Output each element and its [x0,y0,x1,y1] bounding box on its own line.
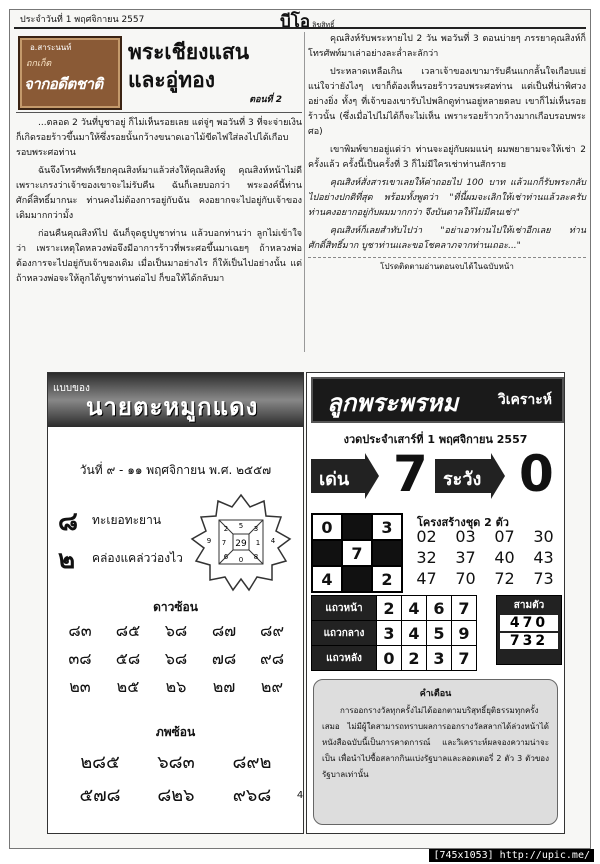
lottery-box-right [306,372,565,834]
pair-number: 43 [533,548,554,567]
pair-number: 72 [494,569,515,588]
caution-arrow [435,459,491,493]
square-cell-black [342,514,372,540]
story-paragraph: คุณสิงห์รับพระหายไป 2 วัน พอวันที่ 3 ตอนบ่ายๆ ภรรยาคุณสิงห์ก็โทรศัพท์มาเล่าอย่างละล่ำละลักว่า [308,34,586,59]
pair-number: 02 [416,527,437,546]
pair-number: 47 [416,569,437,588]
pair-number: 70 [455,569,476,588]
number-cell: ๒๕ [116,677,140,696]
three-digit-heading: สามตัว [513,600,545,611]
wheel-digit: 1 [255,539,261,547]
story-right-column [308,32,586,273]
pair-number: 32 [416,548,437,567]
newspaper-page [9,9,591,849]
story-emblem [18,36,122,110]
pair-number: 30 [533,527,554,546]
pair-number: 07 [494,527,515,546]
lead-number: 7 [393,445,428,503]
emblem-main-text: จากอดีตชาติ [24,75,103,93]
emblem-top-text: ถกเก็ต [26,59,52,69]
rows-table [311,595,477,671]
lottery-box-left [47,372,304,834]
pick2-number: ๒ [58,545,76,575]
square-cell: 4 [312,566,342,592]
row-number: 5 [427,621,452,646]
caution-number: 0 [519,445,554,503]
number-cell: ๘๗ [211,621,237,640]
banner-subtitle: วิเคราะห์ [497,392,552,408]
pairs-heading: โครงสร้างชุด 2 ตัว [417,516,509,529]
pick2-text: คล่องแคล่วว่องไว [92,551,183,565]
stars-heading: ดาวซ้อน [153,600,198,614]
header-rule [14,27,586,29]
banner-small-text: แบบของ [53,383,90,394]
wheel-digit: 2 [223,525,229,533]
table-row [312,621,477,646]
number-cell: ๘๒๖ [157,785,195,806]
story-paragraph: คุณสิงห์ก็เลยสำทับไปว่า "อย่าเอาท่านไปให้เช่าอีกเลย ท่านศักดิ์สิทธิ์มาก บูชาท่านและขอโชคลาภจากท่านเถอะ..." [308,226,586,251]
square-cell: 0 [312,514,342,540]
left-box-banner [48,373,303,427]
number-cell: ๖๘ [164,621,188,640]
story-paragraph: ประหลาดเหลือเกิน เวลาเจ้าของเขามารับคืนแกกลั้นใจเกือบแย่ แน่ใจว่ายังไงๆ เขาก็ต้องเห็นรอยร้าวรอบพระศอท่าน แต่เป็นที่น่าพิศวงอย่างยิ่ง ทั้งๆ ที่เจ้าของเขารับไปพลิกดูท่านอยู่หลายตลบ เขาก็ไม่เห็นรอยร้าวนั้น (ซึ่งเมื่อไปไม่ได้ก็จะไม่เห็น เพราะรอยร้าวกว้างมากเกือบรอบพระศอ) [308,67,586,137]
wheel-digit: 6 [223,553,229,561]
number-cell: ๘๙๒ [232,752,272,773]
wheel-digit: 8 [253,553,259,561]
horoscope-wheel [186,493,296,593]
number-cell: ๒๓ [69,677,91,696]
number-cell: ๒๗ [212,677,236,696]
stars-grid [56,619,296,700]
wheel-digit: 3 [253,525,259,533]
story-title-line1: พระเชียงแสน [128,40,250,64]
number-cell: ๒๖ [165,677,187,696]
three-digit-box [496,595,562,665]
left-box-date: วันที่ ๙ - ๑๑ พฤศจิกายน พ.ศ. ๒๕๕๗ [79,463,272,477]
row-label: แถวกลาง [312,621,377,646]
row-number: 2 [377,596,402,621]
wheel-digit: 9 [206,537,212,545]
number-cell: ๗๘ [211,649,237,668]
story-left-column [16,32,302,290]
pair-number: 73 [533,569,554,588]
square-cell: 7 [342,540,372,566]
pair-number: 40 [494,548,515,567]
masthead-small: ลิขสิทธิ์ [312,21,335,29]
wheel-center-number: 29 [235,539,247,549]
number-cell: ๙๘ [259,649,285,668]
pick1-text: ทะเยอทะยาน [92,513,162,527]
caution-label: ระวัง [443,469,482,490]
story-author: อ.สาระนนท์ [30,43,72,52]
square-cell: 2 [372,566,402,592]
pick1-number: ๘ [58,507,79,537]
number-cell: ๓๘ [68,649,92,668]
row-number: 3 [377,621,402,646]
warning-text: การออกรางวัลทุกครั้งไม่ได้ออกตามบริสุทธิ์ยุติธรรมทุกครั้งเสมอ ไม่มีผู้ใดสามารถทราบผลการออกรางวัลสลากได้ล่วงหน้าได้ หนังสือฉบับนี้เป็นการคาดการณ์ และวิเคราะห์ผลจองความน่าจะเป็น เพื่อนำไปซื้อสลากกินแบ่งรัฐบาลและลอตเตอรี่ 2 ตัว 3 ตัวของรัฐบาลเท่านั้น [322,706,549,779]
warning-heading: คำเตือน [419,689,452,699]
row-number: 0 [377,646,402,671]
row-number: 6 [427,596,452,621]
masthead-text: บีโอ [280,12,311,32]
number-cell: ๒๙ [260,677,284,696]
page-number: 4 [296,790,304,801]
row-number: 7 [452,646,477,671]
square-cell-black [342,566,372,592]
story-paragraph: ก่อนคืนคุณสิงห์ไป ฉันก็จุดธูปบูชาท่าน แล้วบอกท่านว่า ลูกไม่เข้าใจว่า เพราะเหตุใดหลวงพ่อจึงมีอาการร้าวที่พระศอขึ้นมาเฉยๆ ถ้าหลวงพ่อต้องการจะไปอยู่กับเจ้าของเดิม เมื่อเป็นมาอย่างไร ก็ให้เป็นไปอย่างนั้น แต่ถ้าหลวงพ่อจะให้ลูกได้บูชาท่านต่อไป ก็ขอให้ได้กลับมา [16,229,302,284]
number-cell: ๕๘ [115,649,141,668]
number-cell: ๖๘ [164,649,188,668]
number-cell: ๕๗๘ [79,785,121,806]
lead-arrow [311,459,365,493]
houses-heading: ภพซ้อน [155,725,196,739]
three-digit-number: 732 [500,633,558,649]
row-label: แถวหลัง [312,646,377,671]
continued-note: โปรดติดตามอ่านตอนจบได้ในฉบับหน้า [308,257,586,273]
wheel-digit: 0 [238,556,244,564]
pair-number: 03 [455,527,476,546]
three-digit-number: 470 [500,615,558,631]
story-paragraph: ...ตลอด 2 วันที่บูชาอยู่ ก็ไม่เห็นรอยเลย แต่จู่ๆ พอวันที่ 3 ที่จะจ่ายเงิน ก็เกิดรอยร้าวขึ้นมาให้ซึ่งรอยนั้นกว้างขนาดเอาไม้ขีดไฟใส่ลงไปได้เกือบรอบพระศอท่าน [16,118,302,158]
table-row [312,596,477,621]
number-cell: ๙๖๘ [232,785,272,806]
row-number: 9 [452,621,477,646]
wheel-digit: 4 [270,537,276,545]
number-cell: ๘๕ [115,621,141,640]
masthead-logo [280,8,334,35]
story-rule [16,112,302,113]
wheel-digit: 5 [238,522,244,530]
number-cell: ๘๓ [68,621,92,640]
row-number: 3 [427,646,452,671]
story-title-line2: และอู่ทอง [128,68,216,92]
table-row [312,646,477,671]
row-number: 2 [402,646,427,671]
story-header [16,32,302,116]
square-cell-black [372,540,402,566]
issue-date: ประจำวันที่ 1 พฤศจิกายน 2557 [20,15,145,25]
banner-title: ลูกพระพรหม [327,389,459,417]
square-cell: 3 [372,514,402,540]
lead-label: เด่น [319,469,350,490]
banner-title: นายตะหมูกแดง [86,393,259,421]
draw-date: งวดประจำเสาร์ที่ 1 พฤศจิกายน 2557 [343,433,528,446]
wheel-digit: 7 [221,539,227,547]
row-number: 4 [402,596,427,621]
story-paragraph: คุณสิงห์สั่งสารเขาเลยให้ค่าถอยไป 100 บาท แล้วแกก็รับพระกลับไปอย่างปกติที่สุด พร้อมทั้งพูดว่า "ที่นี้ผมจะเลิกให้เช่าท่านแล้วละครับ ท่านคงอยากอยู่กับผมมากกว่า จึงบันดาลให้ไม่มีคนเช่า" [308,178,586,218]
row-number: 4 [402,621,427,646]
row-label: แถวหน้า [312,596,377,621]
square-cell-black [312,540,342,566]
number-cell: ๖๘๓ [157,752,195,773]
story-paragraph: ฉันจึงโทรศัพท์เรียกคุณสิงห์มาแล้วส่งให้คุณสิงห์ดู คุณสิงห์หน้าไม่ดี เพราะเกรงว่าเจ้าของเขาจะไม่รับคืน ฉันก็เลยบอกว่า พระองค์นี้ท่านศักดิ์สิทธิ์มากนะ ท่านคงไม่ต้องการอยู่กับฉัน คงอยากจะไปอยู่กับเจ้าของเดิมมากกว่ามั้ง [16,166,302,221]
column-divider [304,32,305,352]
pairs-grid [407,527,563,588]
warning-box [313,679,558,825]
story-episode: ตอนที่ 2 [249,95,282,105]
number-cell: ๘๙ [259,621,285,640]
number-cell: ๒๘๕ [80,752,120,773]
story-paragraph: เขาพิมพ์ขายอยู่แต่ว่า ท่านจะอยู่กับผมแน่ๆ ผมพยายามจะให้เช่า 2 ครั้งแล้ว ครั้งนี้เป็นครั้งที่ 3 ก็ไม่มีใครเช่าท่านสักราย [308,145,586,170]
row-number: 7 [452,596,477,621]
right-box-banner [311,377,564,423]
pair-number: 37 [455,548,476,567]
number-square [311,513,403,593]
watermark: [745x1053] http://upic.me/ [429,849,594,862]
